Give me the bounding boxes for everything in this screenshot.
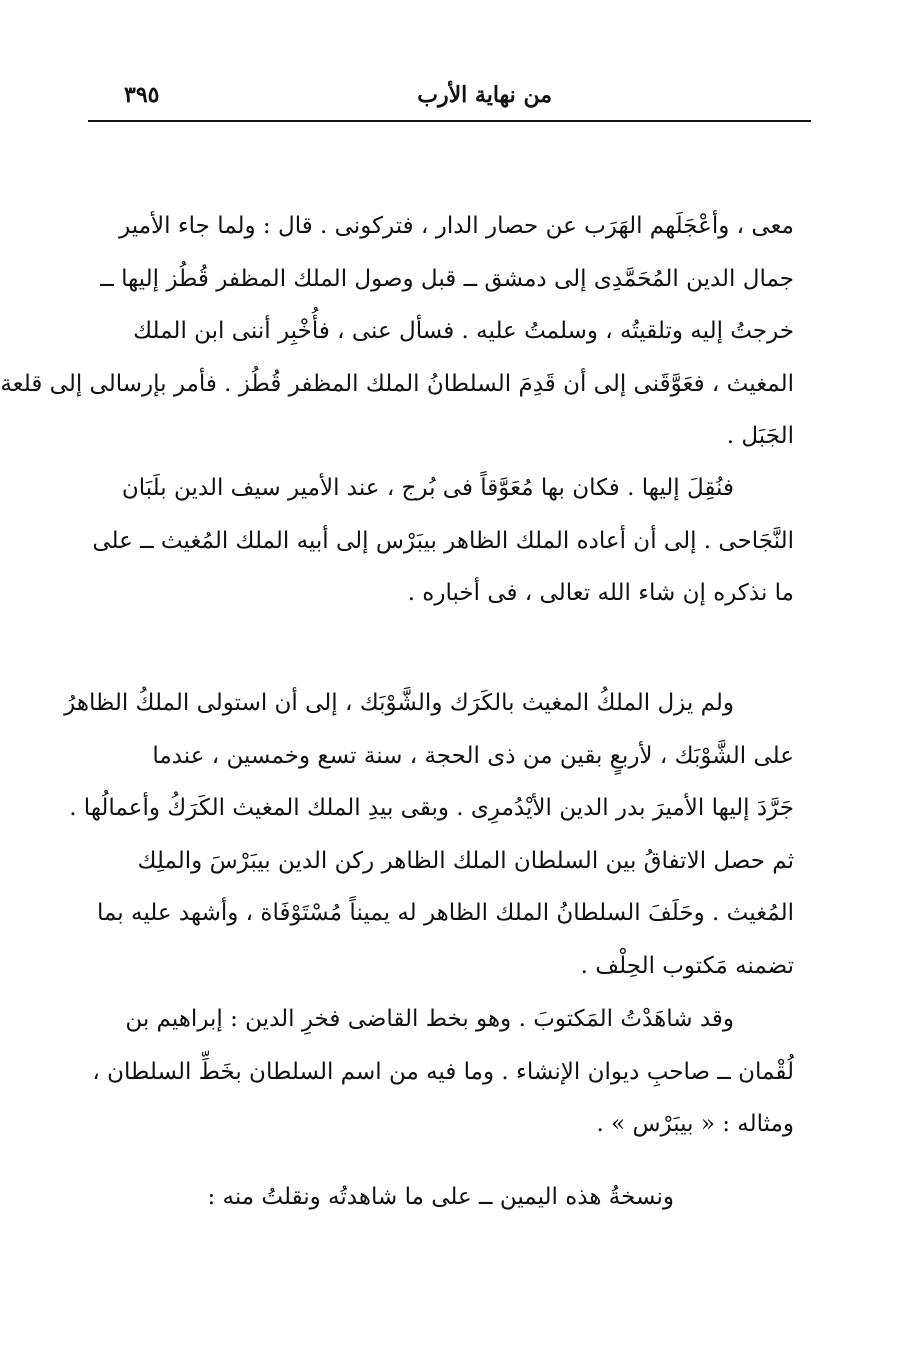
text-line: خرجتُ إليه وتلقيتُه ، وسلمتُ عليه . فسأل عنى ، فأُخْبِر أننى ابن الملك: [133, 318, 794, 344]
text-line: فنُقِلَ إليها . فكان بها مُعَوَّقاً فى بُرج ، عند الأمير سيف الدين بلَبَان: [121, 475, 734, 501]
running-title: من نهاية الأرب: [417, 82, 552, 108]
text-line: لُقْمان ــ صاحبِ ديوان الإنشاء . وما فيه من اسم السلطان بخَطِّ السلطان ،: [92, 1058, 794, 1085]
text-line: ولم يزل الملكُ المغيث بالكَرَك والشَّوْبَك ، إلى أن استولى الملكُ الظاهرُ: [64, 690, 734, 716]
text-line: ما نذكره إن شاء الله تعالى ، فى أخباره .: [407, 580, 794, 606]
text-line: المغيث ، فعَوَّقَنى إلى أن قَدِمَ السلطانُ الملك المظفر قُطُز . فأمر بإرسالى إلى قلعة: [0, 370, 794, 397]
text-line: ومثاله : « بيبَرْس » .: [596, 1111, 794, 1137]
text-line: ونسخةُ هذه اليمين ــ على ما شاهدتُه ونقلتُ منه :: [207, 1184, 674, 1210]
page-header: [110, 76, 800, 116]
paragraph-5: [94, 1171, 794, 1224]
text-line: النَّجَاحى . إلى أن أعاده الملك الظاهر بيبَرْس إلى أبيه الملك المُغيث ــ على: [92, 527, 794, 554]
text-line: المُغيث . وحَلَفَ السلطانُ الملك الظاهر له يميناً مُسْتَوْفَاة ، وأشهد عليه بما: [96, 900, 794, 926]
text-line: جمال الدين المُحَمَّدِى إلى دمشق ــ قبل وصول الملك المظفر قُطُز إليها ــ: [100, 265, 794, 292]
paragraph-3: [64, 677, 794, 992]
text-line: معى ، وأعْجَلَهم الهَرَب عن حصار الدار ، فتركونى . قال : ولما جاء الأمير: [119, 213, 794, 239]
header-rule: [88, 120, 811, 122]
paragraph-4: [94, 993, 794, 1151]
text-line: وقد شاهَدْتُ المَكتوبَ . وهو بخط القاضى فخرِ الدين : إبراهيم بن: [125, 1006, 734, 1032]
text-line: على الشَّوْبَك ، لأربعٍ بقين من ذى الحجة ، سنة تسع وخمسين ، عندما: [152, 742, 794, 769]
text-line: الجَبَل .: [726, 423, 794, 449]
text-line: تضمنه مَكتوب الحِلْف .: [580, 952, 794, 979]
page-number: ٣٩٥: [124, 82, 160, 108]
text-line: ثم حصل الاتفاقُ بين السلطان الملك الظاهر ركن الدين بيبَرْسَ والملِك: [137, 847, 794, 874]
text-line: جَرَّدَ إليها الأميرَ بدر الدين الأيْدُمرِى . وبقى بيدِ الملك المغيث الكَرَكُ وأعمالُها .: [69, 795, 794, 821]
paragraph-2: [94, 462, 794, 620]
paragraph-1: [0, 200, 794, 463]
